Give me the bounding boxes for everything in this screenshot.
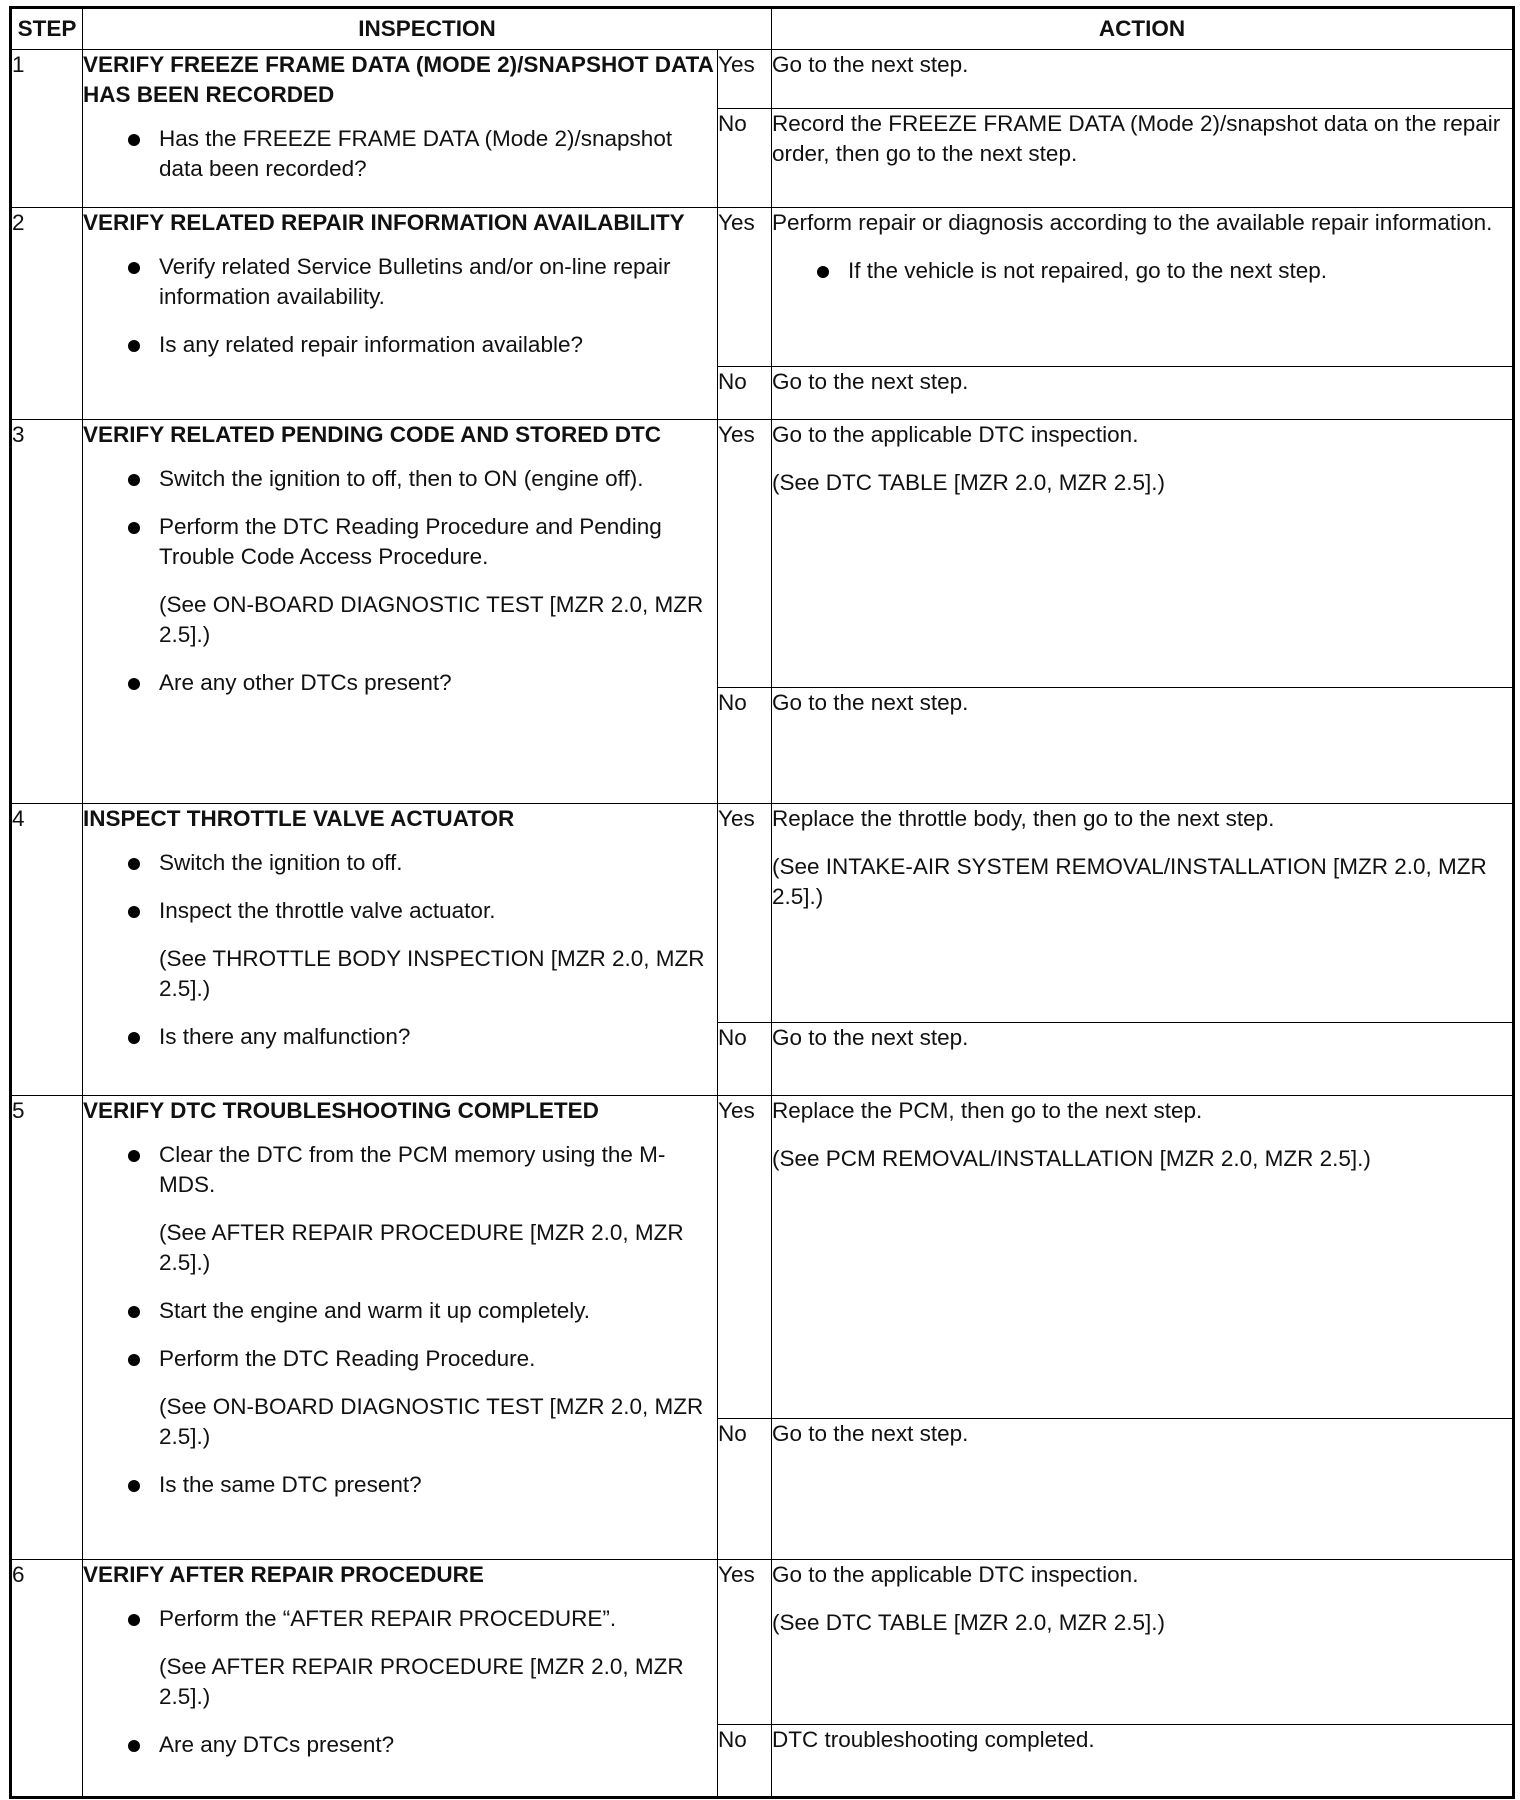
action-reference: (See PCM REMOVAL/INSTALLATION [MZR 2.0, MZR 2.5].)	[772, 1146, 1371, 1171]
header-row	[11, 8, 1514, 50]
no-action	[772, 1023, 1514, 1096]
action-reference: (See DTC TABLE [MZR 2.0, MZR 2.5].)	[772, 1610, 1166, 1635]
yes-label: Yes	[718, 208, 772, 367]
step-number: 1	[11, 50, 83, 208]
bullet-item: Switch the ignition to off.	[83, 848, 717, 878]
step-2-inspection	[83, 208, 718, 420]
bullet-item: Are any DTCs present?	[83, 1730, 717, 1760]
bullet-list	[83, 1296, 717, 1374]
action-text: Go to the next step.	[772, 52, 969, 77]
yes-action	[772, 50, 1514, 109]
bullet-list	[83, 1022, 717, 1052]
reference-text: (See ON-BOARD DIAGNOSTIC TEST [MZR 2.0, MZR 2.5].)	[159, 1394, 704, 1449]
no-action	[772, 109, 1514, 208]
action-text: Perform repair or diagnosis according to the available repair information.	[772, 210, 1493, 235]
step-4-inspection	[83, 804, 718, 1096]
bullet-list	[83, 252, 717, 360]
action-text: Go to the next step.	[772, 1025, 969, 1050]
diagnostic-table	[9, 6, 1515, 1799]
bullet-list	[83, 1604, 717, 1634]
bullet-item: Verify related Service Bulletins and/or on-line repair information availability.	[83, 252, 717, 312]
no-action	[772, 1419, 1514, 1560]
bullet-list	[83, 464, 717, 572]
bullet-item: Inspect the throttle valve actuator.	[83, 896, 717, 926]
no-label: No	[718, 367, 772, 420]
header-action: ACTION	[772, 8, 1514, 50]
step-title: VERIFY RELATED PENDING CODE AND STORED DTC	[83, 422, 661, 447]
step-5-yes-row	[11, 1096, 1514, 1419]
no-label: No	[718, 1023, 772, 1096]
header-inspection: INSPECTION	[83, 8, 772, 50]
bullet-item: Perform the DTC Reading Procedure.	[83, 1344, 717, 1374]
bullet-item: Is the same DTC present?	[83, 1470, 717, 1500]
step-1-inspection	[83, 50, 718, 208]
action-text: DTC troubleshooting completed.	[772, 1727, 1095, 1752]
bullet-item: Is any related repair information available?	[83, 330, 717, 360]
step-title: VERIFY DTC TROUBLESHOOTING COMPLETED	[83, 1098, 599, 1123]
bullet-item: Has the FREEZE FRAME DATA (Mode 2)/snapshot data been recorded?	[83, 124, 717, 184]
bullet-list	[83, 124, 717, 184]
step-2-yes-row	[11, 208, 1514, 367]
no-action	[772, 367, 1514, 420]
bullet-item: Start the engine and warm it up completely.	[83, 1296, 717, 1326]
step-number: 4	[11, 804, 83, 1096]
no-action	[772, 688, 1514, 804]
no-label: No	[718, 109, 772, 208]
step-5-inspection	[83, 1096, 718, 1560]
reference-text: (See AFTER REPAIR PROCEDURE [MZR 2.0, MZR 2.5].)	[159, 1220, 684, 1275]
reference-text: (See THROTTLE BODY INSPECTION [MZR 2.0, MZR 2.5].)	[159, 946, 705, 1001]
bullet-item: If the vehicle is not repaired, go to the next step.	[772, 256, 1512, 286]
action-text: Go to the applicable DTC inspection.	[772, 422, 1139, 447]
bullet-item: Are any other DTCs present?	[83, 668, 717, 698]
yes-action	[772, 208, 1514, 367]
action-text: Go to the next step.	[772, 369, 969, 394]
action-text: Replace the PCM, then go to the next step.	[772, 1098, 1203, 1123]
step-number: 6	[11, 1560, 83, 1798]
yes-label: Yes	[718, 50, 772, 109]
yes-action	[772, 1560, 1514, 1725]
step-number: 2	[11, 208, 83, 420]
yes-label: Yes	[718, 1560, 772, 1725]
reference-text: (See AFTER REPAIR PROCEDURE [MZR 2.0, MZR 2.5].)	[159, 1654, 684, 1709]
yes-action	[772, 1096, 1514, 1419]
bullet-item: Switch the ignition to off, then to ON (engine off).	[83, 464, 717, 494]
step-title: INSPECT THROTTLE VALVE ACTUATOR	[83, 806, 515, 831]
yes-label: Yes	[718, 1096, 772, 1419]
step-4-yes-row	[11, 804, 1514, 1023]
bullet-list	[83, 1470, 717, 1500]
step-3-yes-row	[11, 420, 1514, 688]
step-title: VERIFY AFTER REPAIR PROCEDURE	[83, 1562, 484, 1587]
action-text: Go to the applicable DTC inspection.	[772, 1562, 1139, 1587]
step-1-yes-row	[11, 50, 1514, 109]
step-number: 5	[11, 1096, 83, 1560]
yes-action	[772, 804, 1514, 1023]
action-text: Go to the next step.	[772, 1421, 969, 1446]
yes-action	[772, 420, 1514, 688]
step-6-inspection	[83, 1560, 718, 1798]
bullet-list	[83, 668, 717, 698]
step-number: 3	[11, 420, 83, 804]
action-text: Record the FREEZE FRAME DATA (Mode 2)/snapshot data on the repair order, then go to the next step.	[772, 111, 1501, 166]
yes-label: Yes	[718, 804, 772, 1023]
bullet-list	[83, 1730, 717, 1760]
yes-label: Yes	[718, 420, 772, 688]
action-text: Replace the throttle body, then go to the next step.	[772, 806, 1275, 831]
bullet-list	[83, 1140, 717, 1200]
no-label: No	[718, 1725, 772, 1798]
action-reference: (See INTAKE-AIR SYSTEM REMOVAL/INSTALLATION [MZR 2.0, MZR 2.5].)	[772, 854, 1487, 909]
bullet-item: Perform the “AFTER REPAIR PROCEDURE”.	[83, 1604, 717, 1634]
step-title: VERIFY FREEZE FRAME DATA (MODE 2)/SNAPSHOT DATA HAS BEEN RECORDED	[83, 52, 714, 107]
no-action	[772, 1725, 1514, 1798]
bullet-item: Is there any malfunction?	[83, 1022, 717, 1052]
step-6-yes-row	[11, 1560, 1514, 1725]
action-bullet-list	[772, 256, 1512, 286]
step-3-inspection	[83, 420, 718, 804]
action-text: Go to the next step.	[772, 690, 969, 715]
step-title: VERIFY RELATED REPAIR INFORMATION AVAILABILITY	[83, 210, 685, 235]
bullet-item: Perform the DTC Reading Procedure and Pending Trouble Code Access Procedure.	[83, 512, 717, 572]
bullet-list	[83, 848, 717, 926]
reference-text: (See ON-BOARD DIAGNOSTIC TEST [MZR 2.0, MZR 2.5].)	[159, 592, 704, 647]
header-step: STEP	[11, 8, 83, 50]
action-reference: (See DTC TABLE [MZR 2.0, MZR 2.5].)	[772, 470, 1166, 495]
no-label: No	[718, 688, 772, 804]
no-label: No	[718, 1419, 772, 1560]
bullet-item: Clear the DTC from the PCM memory using the M-MDS.	[83, 1140, 717, 1200]
